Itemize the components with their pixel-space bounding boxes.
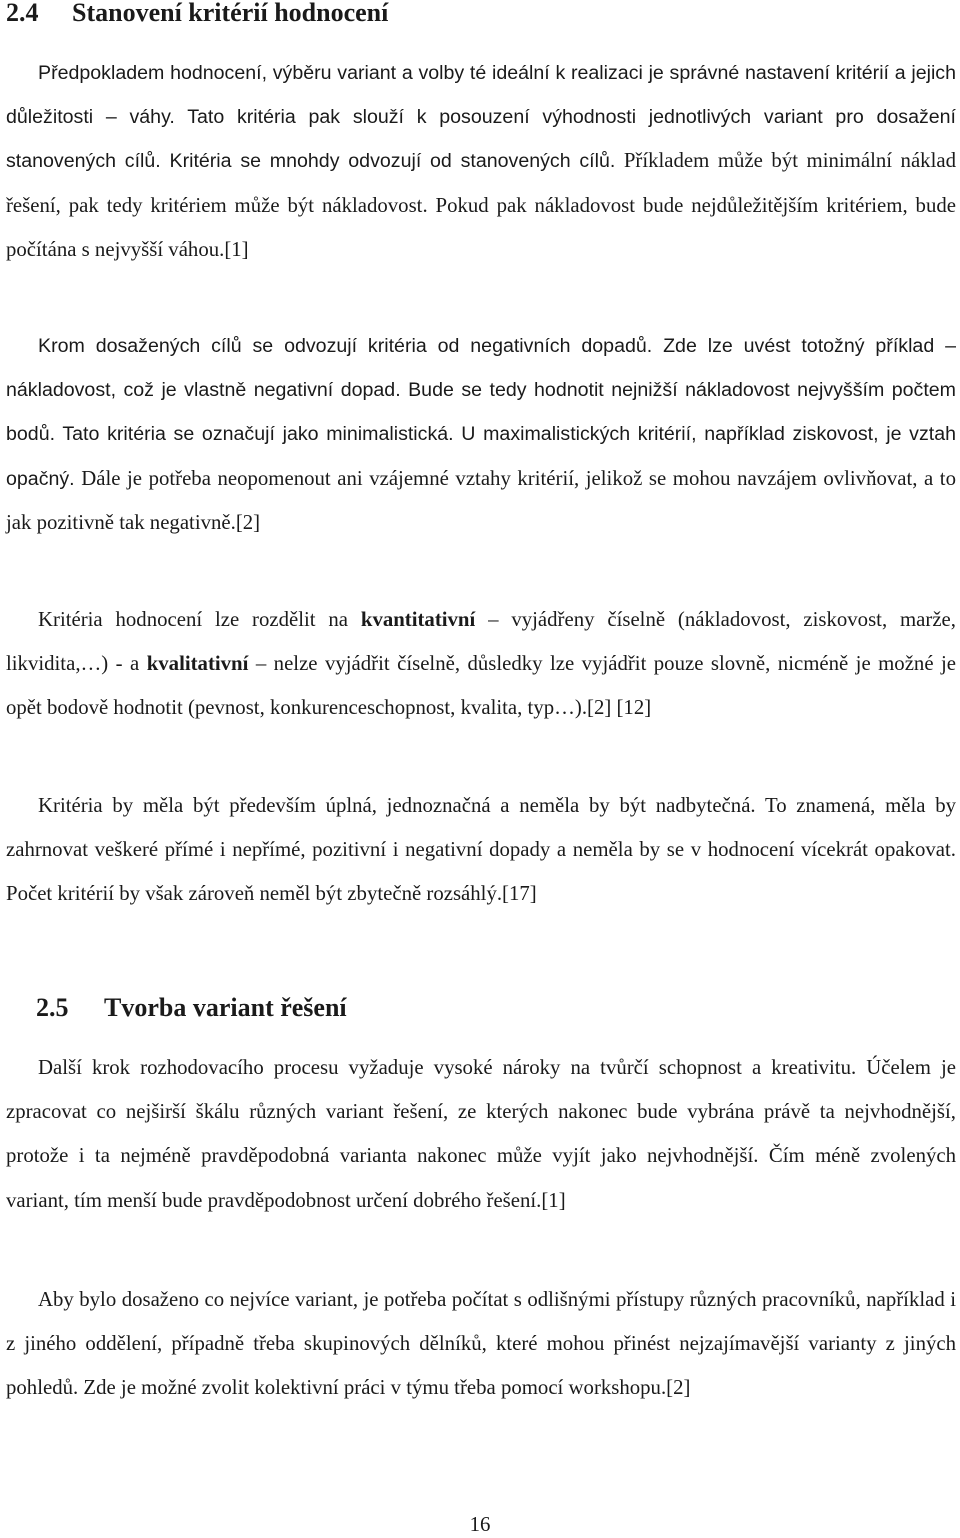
section-title: Tvorba variant řešení (104, 993, 347, 1022)
page-number: 16 (469, 1513, 491, 1536)
section-number: 2.4 (6, 0, 39, 27)
paragraph-sentence: Předpokladem hodnocení, výběru variant a volby té ideální k realizaci je správné nastavení kritérií a jejich důležitosti – váhy. Tato kritéria pak slouží k posouzení výhodnosti jednotlivých variant pro dosažení stanovených cílů. Kritéria se mnohdy odvozují od stanovených cílů. (6, 62, 956, 173)
paragraph-text: Kritéria hodnocení lze rozdělit na (38, 608, 361, 631)
section-title: Stanovení kritérií hodnocení (72, 0, 389, 27)
paragraph-criteria-setting (6, 51, 956, 272)
term-quantitative: kvantitativní (360, 608, 476, 631)
paragraph-sentence: Krom dosažených cílů se odvozují kritéria od negativních dopadů. Zde lze uvést totožný příklad – nákladovost, což je vlastně negativní dopad. Bude se tedy hodnotit nejnižší nákladovost nejvyšším počtem bodů. Tato kritéria se označují jako minimalistická. U maximalistických kritérií, například ziskovost, je vztah opačný. (6, 335, 956, 490)
paragraph-criteria-types (6, 598, 956, 731)
section-number: 2.5 (36, 993, 69, 1022)
paragraph-text: – nelze vyjádřit číselně, důsledky lze vyjádřit pouze slovně, nicméně je možné je opět bodově hodnotit (pevnost, konkurenceschopnost, kvalita, typ…).[2] [12] (6, 652, 956, 720)
paragraph-criteria-properties: Kritéria by měla být především úplná, jednoznačná a neměla by být nadbytečná. To znamená, měla by zahrnovat veškeré přímé i nepřímé, pozitivní i negativní dopady a neměla by se v hodnocení vícekrát opakovat. Počet kritérií by však zároveň neměl být zbytečně rozsáhlý.[17] (6, 794, 956, 906)
term-qualitative: kvalitativní (146, 652, 249, 676)
paragraph-variant-creation: Další krok rozhodovacího procesu vyžaduje vysoké nároky na tvůrčí schopnost a kreativitu. Účelem je zpracovat co nejširší škálu různých variant řešení, ze kterých nakonec bude vybrána právě ta nejvhodnější, protože i ta nejméně pravděpodobná varianta nakonec může vyjít jako nejvhodnější. Čím méně zvolených variant, tím menší bude pravděpodobnost určení dobrého řešení.[1] (6, 1056, 956, 1212)
paragraph-variant-approaches: Aby bylo dosaženo co nejvíce variant, je potřeba počítat s odlišnými přístupy různých pracovníků, například i z jiného oddělení, případně třeba skupinových dělníků, které mohou přinést nejzajímavější varianty z jiných pohledů. Zde je možné zvolit kolektivní práci v týmu třeba pomocí workshopu.[2] (6, 1288, 956, 1400)
section-heading-2-4 (6, 0, 388, 28)
paragraph-sentence: Dále je potřeba neopomenout ani vzájemné vztahy kritérií, jelikož se mohou navzájem ovlivňovat, a to jak pozitivně tak negativně.[2] (6, 466, 956, 534)
paragraph-negative-impacts (6, 324, 956, 545)
section-heading-2-5 (36, 993, 347, 1023)
paragraph-text: – vyjádřeny číselně (nákladovost, ziskovost, marže, likvidita,…) - a (6, 608, 956, 676)
paragraph-sentence: Příkladem může být minimální náklad řešení, pak tedy kritériem může být nákladovost. Pokud pak nákladovost bude nejdůležitějším kritériem, bude počítána s nejvyšší váhou.[1] (6, 149, 956, 261)
